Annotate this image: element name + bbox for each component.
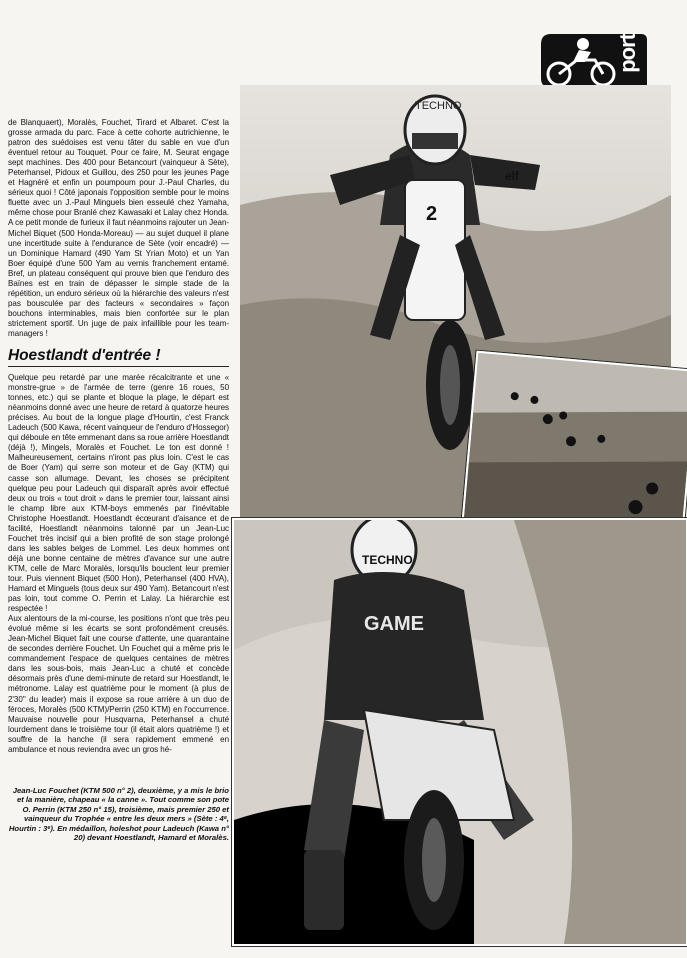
article-body-paragraph-1: Quelque peu retardé par une marée récalcitrante et une « monstre-grue » de l'armée de terre (genre 16 roues, 50 tonnes, etc.) qui se plante et bloque la plage, le départ est néanmoins donné avec une heure de retard à quatorze heures précises. Au bout de la longue plage d'Hourtin, c'est Franck Ladeuch (500 Kawa, récent vainqueur de l'enduro d'Hossegor) qui déboule en tête emmenant dans sa roue arrière Hoestlandt (déjà !), Mingels, Moralès et Fouchet. Le ton est donné ! Malheureusement, certains n'iront pas plus loin. C'est le cas de Boer (Yam) qui serre son moteur et de Gay (KTM) qui casse son allumage. Devant, les choses se précipitent quelque peu pour Ladeuch qui disparaît après avoir effectué deux ou trois « tout droit » dans le premier tour, laissant ainsi le champ libre aux KTM-boys emmenés par l'inévitable Christophe Hoestlandt. Hoestlandt écœurant d'aisance et de facilité, Hoestlandt néanmoins talonné par un Jean-Luc Fouchet très incisif qui a bien profité de son stage prolongé dans les sables belges de Lommel. Les deux hommes ont déjà une bonne centaine de mètres d'avance sur une autre KTM, celle de Marc Moralès, lorsqu'ils bouclent leur premier tour. Puis viennent Biquet (500 Hon), Peterhansel (400 HVA), Hamard et Minguels (tous deux sur 490 Yam). Betancourt n'est pas loin, tout comme O. Perrin et Lalay. La hiérarchie est respectée ! [8,373,229,614]
photo-rider-rear [232,518,687,946]
top-helmet-text: TECHNO [415,100,462,112]
article-intro-paragraph: de Blanquaert), Moralès, Fouchet, Tirard et Albaret. C'est la grosse armada du parc. Face à cette cohorte autrichienne, le patron des suédoises est venu tâter du sable en vue d'un éventuel retour au Touquet. Pour ce faire, M. Seurat engage sept machines. Des 400 pour Betancourt (vainqueur à Sète), Peterhansel, Pidoux et Guillou, des 250 pour les jeunes Page et Hagnéré et enfin un poumpoum pour J.-Paul Charles, du sérieux quoi ! Côté japonais l'opposition semble pour le moins fluette avec un J.-Paul Minguels bien esseulé chez Yamaha, même chose pour Branlé chez Kawasaki et Lalay chez Honda. A ce petit monde de furieux il faut néanmoins rajouter un Jean-Michel Biquet (500 Honda-Moreau) — au sujet duquel il plane une incertitude suite à l'endurance de Sète (voir encadré) — un Dominique Hamard (490 Yam St Yrian Moto) et un Yan Boer équipé d'une 500 Yam au vernis franchement entamé. Bref, un plateau conséquent qui prouve bien que l'enduro des Baïnes est en train de dépasser le simple stade de la répétition, un enduro sérieux où la hiérarchie des valeurs n'est pas bousculée par des facteurs « secondaires » façon bouchons interminables, mais bien confortée sur le plan strictement sportif. Un juge de paix infaillible pour les team-managers ! [8,118,229,338]
article-subheading: Hoestlandt d'entrée ! [8,347,229,367]
article-body-paragraph-2: Aux alentours de la mi-course, les positions n'ont que très peu évolué même si les écarts se sont profondément creusés. Jean-Michel Biquet fait une course d'attente, une quarantaine de secondes derrière Fouchet. Un Fouchet qui a même pris le commandement l'espace de quelques centaines de mètres dans les sous-bois, mais Jean-Luc a chuté et concède désormais près d'une demi-minute de retard sur Hoestlandt, le métronome. Lalay est quatrième pour le moment (à plus de 2'30'' du leader) mais il expose sa roue arrière à un duo de féroces, Moralès (500 KTM)/Perrin (250 KTM) en l'occurrence. Mauvaise nouvelle pour Husqvarna, Peterhansel a chuté lourdement dans le troisième tour (il était alors quatrième !) et souffre de la hanche (il sera rapidement emmené en ambulance et nous reviendra avec un gros hé- [8,614,229,754]
article-column [8,118,229,755]
section-badge [533,30,649,92]
section-badge-label: port [615,34,640,73]
photo-caption: Jean-Luc Fouchet (KTM 500 n° 2), deuxième, y a mis le brio et la manière, chapeau « la canne ». Tout comme son pote O. Perrin (KTM 250 n° 15), troisième, mais premier 250 et vainqueur du Trophée « entre les deux mers » (Sète : 4ᵉ, Hourtin : 3ᵉ). En médaillon, holeshot pour Ladeuch (Kawa n° 20) devant Hoestlandt, Hamard et Moralès. [8,786,229,843]
bottom-helmet-text: TECHNO [362,553,413,567]
top-plate-number: 2 [426,203,438,225]
top-sponsor-text: elf [505,169,520,183]
bottom-jersey-text: GAME [364,613,424,635]
